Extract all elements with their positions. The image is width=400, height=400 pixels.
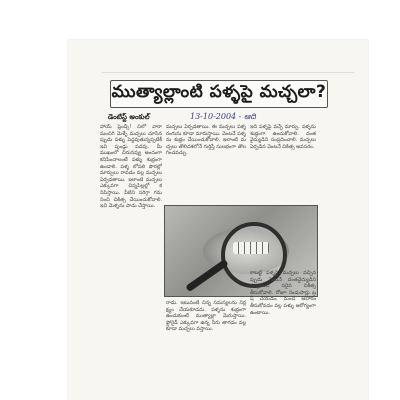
handwritten-date: 13-10-2004 - ఆది [190, 112, 256, 121]
column-3-bottom-text: కాబట్టి పళ్ళపై మచ్చలు వచ్చినప్పుడు వెంటనే దంతవైద్యుడిని సంప్రదించి సరైన చికిత్స తీసుకోవాలి. రోజూ రెండుసార్లు బ్రష్ చేయడం, మంచి ఆహారం తీసుకోవడం వల్ల పళ్ళు ఆరోగ్యంగా ఉంటాయి. [250, 270, 316, 316]
article-column-1 [100, 124, 162, 394]
column-2-bottom-text: రాడు. ఇటువంటి చిన్న సమస్యలను నిర్లక్ష్యం చేయకూడదు. పళ్ళను శుభ్రంగా ఉంచుకుంటే ముత్యాల్లా మెరుస్తాయి. ఫ్లోరైడ్ ఎక్కువగా ఉన్న నీరు తాగడం వల్ల కూడా మచ్చలు వస్తాయి. [166, 300, 246, 333]
article-byline: డెంటిస్ట్ అంకుల్ [108, 113, 150, 121]
magnifier-handle [185, 259, 228, 292]
article-column-3-bottom [250, 270, 316, 394]
article-column-2-bottom [166, 300, 246, 394]
article-column-3 [250, 124, 316, 204]
teeth-icon [233, 242, 269, 254]
column-1-text: హాయ్ ఫ్రెండ్స్! చిలో వారా మంచిగి మెళ్ళే మచ్చలు చూసినప్పుడు పళ్ళు పెద్దవుతున్నప్పటికీ ఇవి పుండ్లు పడవు. మీ ముఖంలో చిరునవ్వు అందంగా కనిపించాలంటే పళ్ళు శుభ్రంగా ఉండాలి. పళ్ళ లోపలి పొరల్లో మార్పులు రావడం వల్ల మచ్చలు ఏర్పడతాయి. ఇలాంటి మచ్చలు ఎక్కువగా చిన్నపిల్లల్లో కనిపిస్తాయి. వీటిని సరిగ్గా గమనించి చికిత్స చేయించుకోవాలి. ఇవి మెళ్ళను పాడు చేస్తాయి. [100, 124, 162, 210]
column-3-text: ఇది పళ్ళపై వచ్చే మార్పు. పళ్ళను శుభ్రంగా ఉంచుకోవాలి. దంతవైద్యుడిని సంప్రదించాలి. మచ్చలు ఏర్పడిన వెంటనే చికిత్స అవసరం. [250, 124, 316, 150]
clipping-top-edge [102, 72, 354, 73]
article-headline: ముత్యాల్లాంటి పళ్ళపై మచ్చలా? [110, 80, 328, 108]
column-2-text: మచ్చలు ఏర్పడతాయి. ఈ మచ్చలు పళ్ళ రంగును కూడా మారుస్తాయి. వెంటనే పళ్ళను శుభ్రం చేయించుకోవాలి. ఇలాంటి మచ్చలు తొలిదశలోనే గుర్తిస్తే సులభంగా తొలగించవచ్చు. [166, 124, 246, 157]
